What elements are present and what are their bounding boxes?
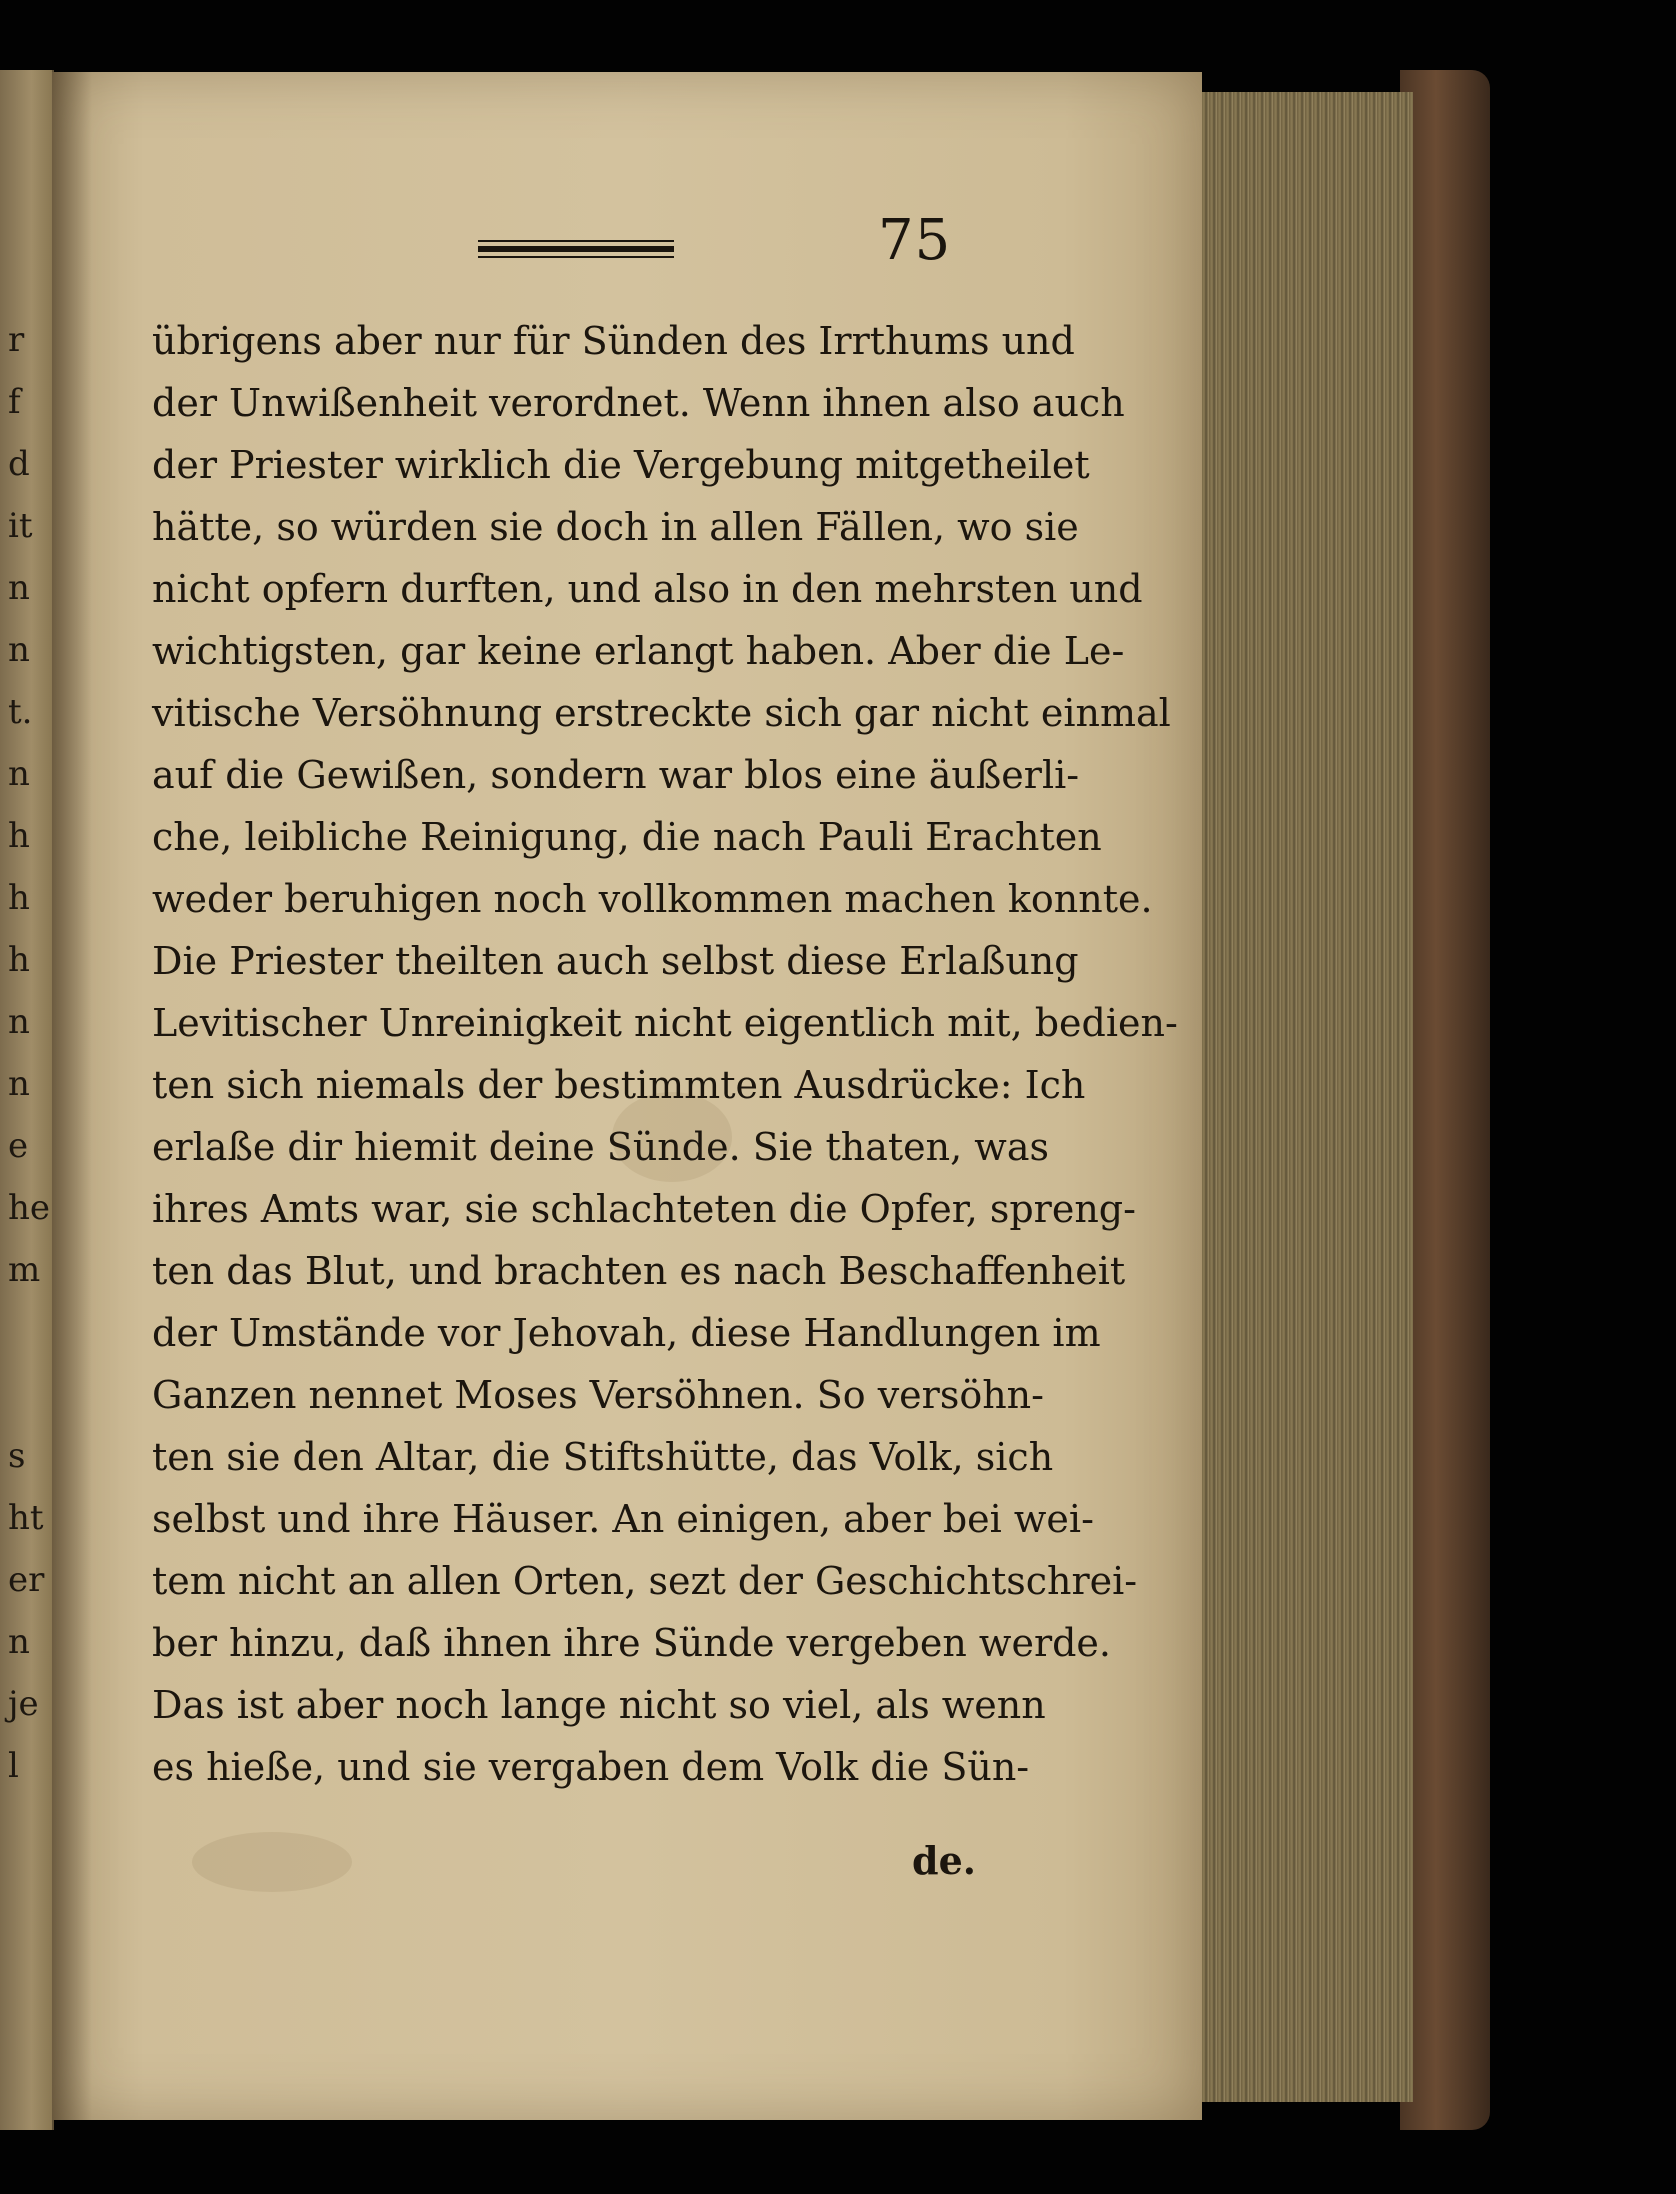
page-number: 75 (878, 208, 952, 273)
text-line: wichtigsten, gar keine erlangt haben. Aber die Le- (152, 629, 1125, 673)
left-page-fragment: er (8, 1560, 45, 1600)
left-page-fragment: d (8, 444, 30, 484)
text-line: der Umstände vor Jehovah, diese Handlungen im (152, 1311, 1101, 1355)
left-page-fragment: h (8, 878, 30, 918)
left-page-fragment: h (8, 940, 30, 980)
left-page-fragment: n (8, 1002, 30, 1042)
book-cover (1400, 70, 1490, 2130)
text-line: nicht opfern durften, und also in den mehrsten und (152, 567, 1143, 611)
left-page-fragment: e (8, 1126, 29, 1166)
text-line: vitische Versöhnung erstreckte sich gar nicht einmal (152, 691, 1171, 735)
text-line: Levitischer Unreinigkeit nicht eigentlich mit, bedien- (152, 1001, 1178, 1045)
left-page-fragment: f (8, 382, 21, 422)
left-page-fragment: t. (8, 692, 33, 732)
text-line: der Unwißenheit verordnet. Wenn ihnen also auch (152, 381, 1125, 425)
left-page-fragment: n (8, 754, 30, 794)
text-line: es hieße, und sie vergaben dem Volk die Sün- (152, 1745, 1030, 1789)
left-page-fragment: n (8, 568, 30, 608)
text-line: auf die Gewißen, sondern war blos eine äußerli- (152, 753, 1080, 797)
left-page-fragment: n (8, 630, 30, 670)
text-line: übrigens aber nur für Sünden des Irrthums und (152, 319, 1075, 363)
header-ornament-rule (478, 240, 674, 260)
text-line: ber hinzu, daß ihnen ihre Sünde vergeben werde. (152, 1621, 1111, 1665)
left-page-fragment: m (8, 1250, 41, 1290)
text-line: che, leibliche Reinigung, die nach Pauli Erachten (152, 815, 1102, 859)
page-stack-edge (1190, 92, 1413, 2102)
catchword: de. (912, 1838, 976, 1883)
gutter-shadow (52, 72, 92, 2120)
text-line: erlaße dir hiemit deine Sünde. Sie thaten, was (152, 1125, 1049, 1169)
left-page-fragment: h (8, 816, 30, 856)
paper-stain (192, 1832, 352, 1892)
previous-page-edge (0, 70, 54, 2130)
text-line: Das ist aber noch lange nicht so viel, als wenn (152, 1683, 1046, 1727)
text-line: Ganzen nennet Moses Versöhnen. So versöhn- (152, 1373, 1044, 1417)
text-line: Die Priester theilten auch selbst diese Erlaßung (152, 939, 1079, 983)
text-line: selbst und ihre Häuser. An einigen, aber bei wei- (152, 1497, 1094, 1541)
text-line: ten sich niemals der bestimmten Ausdrücke: Ich (152, 1063, 1086, 1107)
left-page-fragment: s (8, 1436, 26, 1476)
left-page-fragment: n (8, 1064, 30, 1104)
body-text (152, 310, 1178, 1798)
left-page-fragment: he (8, 1188, 51, 1228)
left-page-fragment: je (8, 1684, 39, 1724)
text-line: ten das Blut, und brachten es nach Beschaffenheit (152, 1249, 1126, 1293)
left-page-fragment: n (8, 1622, 30, 1662)
left-page-fragment: l (8, 1746, 19, 1786)
left-page-fragment: ht (8, 1498, 44, 1538)
left-page-fragment: it (8, 506, 33, 546)
text-line: tem nicht an allen Orten, sezt der Geschichtschrei- (152, 1559, 1138, 1603)
text-line: ihres Amts war, sie schlachteten die Opfer, spreng- (152, 1187, 1136, 1231)
left-page-fragment: r (8, 320, 25, 360)
text-line: der Priester wirklich die Vergebung mitgetheilet (152, 443, 1090, 487)
text-line: weder beruhigen noch vollkommen machen konnte. (152, 877, 1153, 921)
text-line: ten sie den Altar, die Stiftshütte, das Volk, sich (152, 1435, 1054, 1479)
text-line: hätte, so würden sie doch in allen Fällen, wo sie (152, 505, 1079, 549)
